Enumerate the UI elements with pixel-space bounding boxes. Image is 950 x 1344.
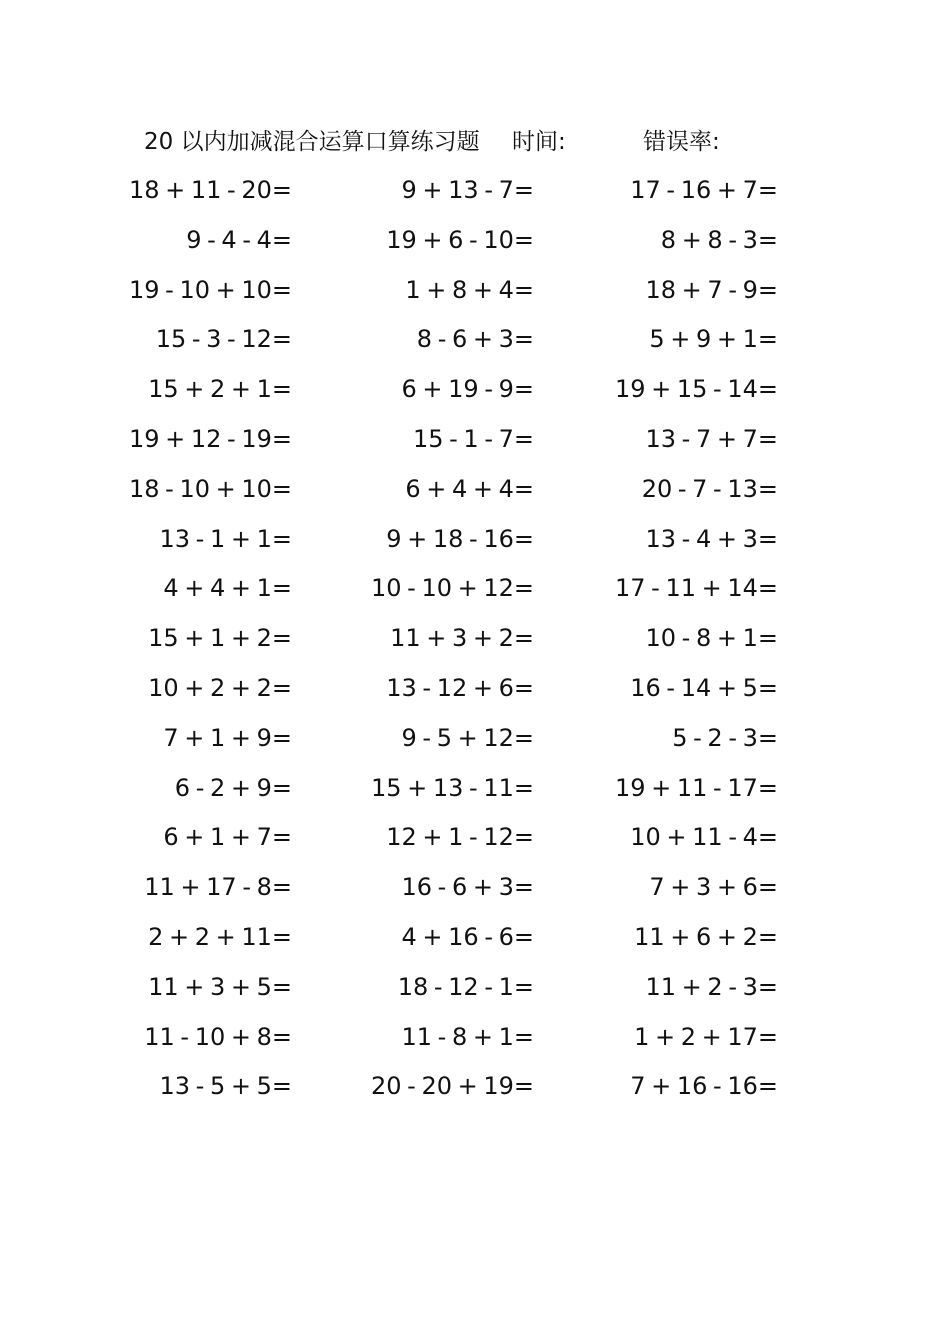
arithmetic-problem: 9 + 18 - 16=: [386, 524, 534, 553]
arithmetic-problem: 19 + 11 - 17=: [614, 773, 778, 802]
arithmetic-problem: 11 + 3 + 5=: [148, 972, 292, 1001]
arithmetic-problem: 18 - 10 + 10=: [128, 474, 292, 503]
arithmetic-problem: 13 - 5 + 5=: [159, 1072, 292, 1101]
problem-row: [0, 222, 950, 272]
problem-row: [0, 670, 950, 720]
problem-row: [0, 1019, 950, 1069]
arithmetic-problem: 13 - 7 + 7=: [645, 424, 778, 453]
arithmetic-problem: 17 - 11 + 14=: [614, 574, 778, 603]
arithmetic-problem: 16 - 6 + 3=: [401, 873, 534, 902]
problem-row: [0, 471, 950, 521]
problem-row: [0, 272, 950, 322]
arithmetic-problem: 16 - 14 + 5=: [630, 673, 778, 702]
problem-row: [0, 521, 950, 571]
arithmetic-problem: 6 + 1 + 7=: [163, 823, 292, 852]
arithmetic-problem: 18 - 12 - 1=: [397, 972, 534, 1001]
problem-row: [0, 1068, 950, 1118]
arithmetic-problem: 6 + 19 - 9=: [401, 375, 534, 404]
arithmetic-problem: 19 + 12 - 19=: [128, 424, 292, 453]
problem-row: [0, 869, 950, 919]
arithmetic-problem: 9 + 13 - 7=: [401, 176, 534, 204]
arithmetic-problem: 11 + 17 - 8=: [144, 873, 292, 902]
arithmetic-problem: 10 + 2 + 2=: [148, 673, 292, 702]
arithmetic-problem: 9 - 4 - 4=: [186, 225, 292, 254]
arithmetic-problem: 15 - 1 - 7=: [412, 424, 534, 453]
problem-row: [0, 919, 950, 969]
problem-row: [0, 620, 950, 670]
arithmetic-problem: 15 - 3 - 12=: [155, 325, 292, 354]
arithmetic-problem: 18 + 7 - 9=: [645, 275, 778, 304]
arithmetic-problem: 8 + 8 - 3=: [660, 225, 778, 254]
arithmetic-problem: 5 + 9 + 1=: [649, 325, 778, 354]
arithmetic-problem: 11 - 10 + 8=: [144, 1022, 292, 1051]
problem-row: [0, 570, 950, 620]
time-label: 时间:: [512, 129, 566, 155]
problem-row: [0, 172, 950, 222]
problem-row: [0, 321, 950, 371]
arithmetic-problem: 10 + 11 - 4=: [630, 823, 778, 852]
arithmetic-problem: 13 - 4 + 3=: [645, 524, 778, 553]
problem-row: [0, 770, 950, 820]
problem-row: [0, 969, 950, 1019]
problem-row: [0, 421, 950, 471]
arithmetic-problem: 4 + 4 + 1=: [163, 574, 292, 603]
arithmetic-problem: 19 + 15 - 14=: [614, 375, 778, 404]
arithmetic-problem: 6 + 4 + 4=: [405, 474, 534, 503]
arithmetic-problem: 15 + 13 - 11=: [370, 773, 534, 802]
arithmetic-problem: 11 - 8 + 1=: [401, 1022, 534, 1051]
arithmetic-problem: 17 - 16 + 7=: [630, 176, 778, 204]
error-rate-label: 错误率:: [643, 129, 720, 155]
arithmetic-problem: 19 - 10 + 10=: [128, 275, 292, 304]
arithmetic-problem: 8 - 6 + 3=: [416, 325, 534, 354]
arithmetic-problem: 19 + 6 - 10=: [386, 225, 534, 254]
arithmetic-problem: 7 + 1 + 9=: [163, 723, 292, 752]
arithmetic-problem: 9 - 5 + 12=: [401, 723, 534, 752]
arithmetic-problem: 13 - 1 + 1=: [159, 524, 292, 553]
arithmetic-problem: 12 + 1 - 12=: [386, 823, 534, 852]
arithmetic-problem: 1 + 8 + 4=: [405, 275, 534, 304]
arithmetic-problem: 13 - 12 + 6=: [386, 673, 534, 702]
problem-row: [0, 819, 950, 869]
arithmetic-problem: 10 - 10 + 12=: [370, 574, 534, 603]
arithmetic-problem: 15 + 2 + 1=: [148, 375, 292, 404]
arithmetic-problem: 6 - 2 + 9=: [174, 773, 292, 802]
arithmetic-problem: 1 + 2 + 17=: [634, 1022, 778, 1051]
arithmetic-problem: 10 - 8 + 1=: [645, 624, 778, 653]
arithmetic-problem: 11 + 3 + 2=: [390, 624, 534, 653]
problem-row: [0, 720, 950, 770]
arithmetic-problem: 11 + 2 - 3=: [645, 972, 778, 1001]
arithmetic-problem: 20 - 7 - 13=: [641, 474, 778, 503]
arithmetic-problem: 7 + 16 - 16=: [630, 1072, 778, 1101]
arithmetic-problem: 4 + 16 - 6=: [401, 922, 534, 951]
arithmetic-problem: 11 + 6 + 2=: [634, 922, 778, 951]
arithmetic-problem: 2 + 2 + 11=: [148, 922, 292, 951]
problem-grid: [0, 172, 950, 1118]
arithmetic-problem: 5 - 2 - 3=: [672, 723, 778, 752]
worksheet-header: [0, 124, 950, 160]
worksheet-title: 20 以内加减混合运算口算练习题: [144, 129, 480, 155]
arithmetic-problem: 20 - 20 + 19=: [370, 1072, 534, 1101]
problem-row: [0, 371, 950, 421]
arithmetic-problem: 15 + 1 + 2=: [148, 624, 292, 653]
arithmetic-problem: 7 + 3 + 6=: [649, 873, 778, 902]
arithmetic-problem: 18 + 11 - 20=: [128, 176, 292, 204]
